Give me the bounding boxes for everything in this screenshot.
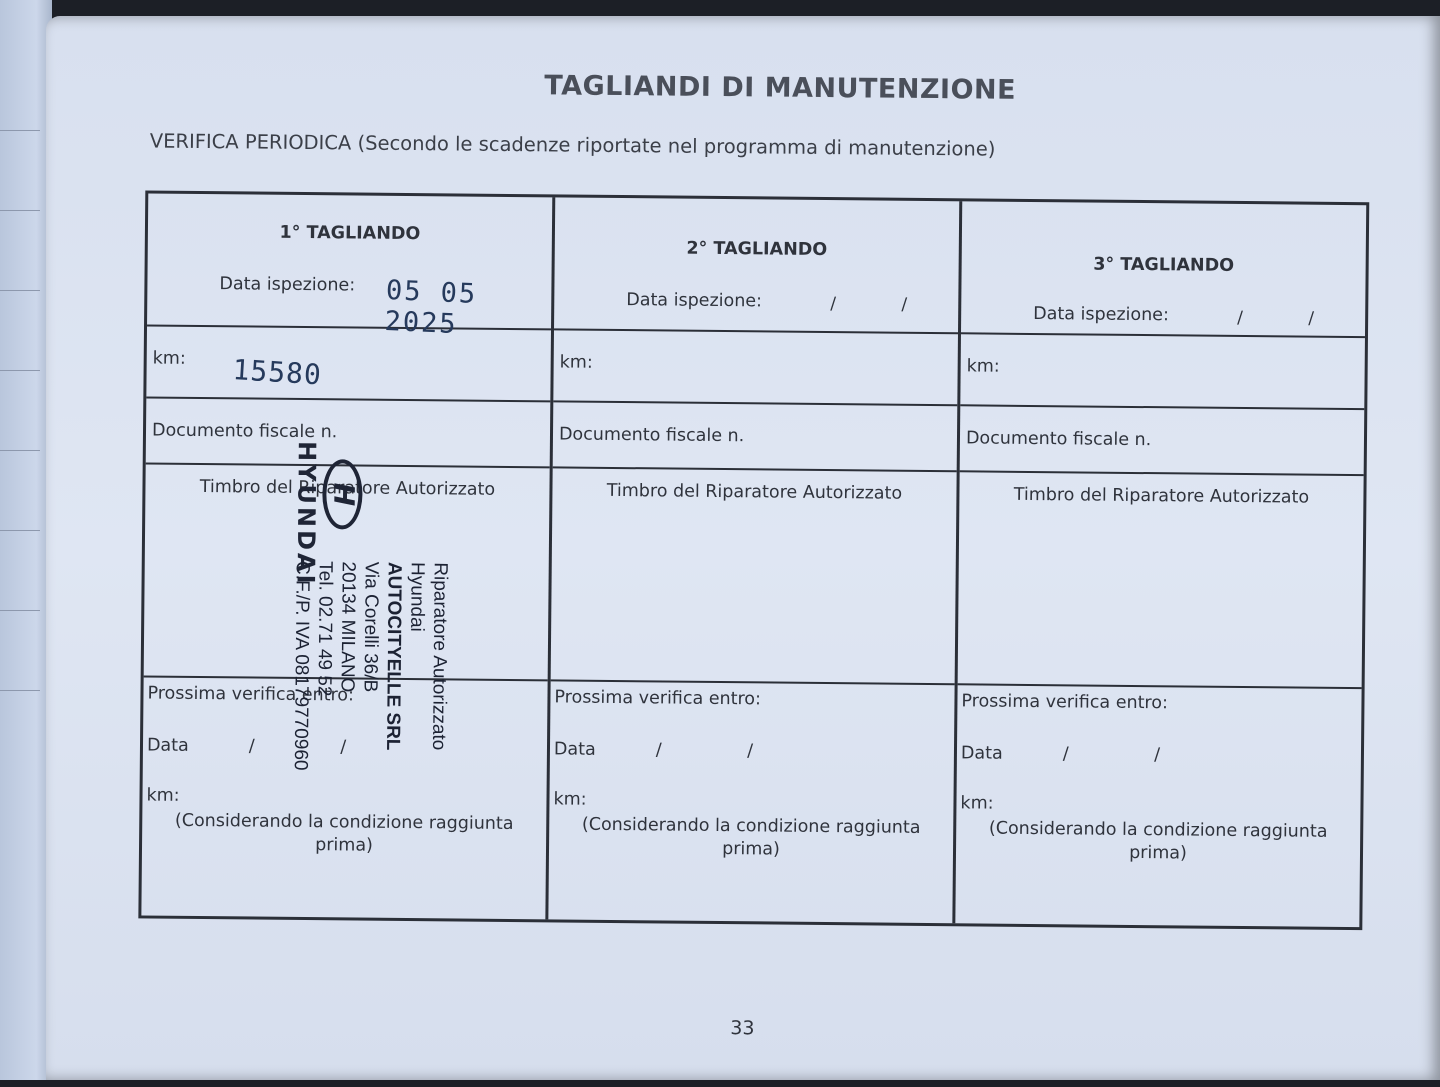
km-cell [553, 330, 958, 406]
date-label: Data [146, 735, 189, 756]
hyundai-logo-icon [322, 459, 363, 529]
stamp-cell [958, 472, 1364, 689]
km-label: km: [559, 352, 593, 373]
fiscal-doc-label: Documento fiscale n. [965, 428, 1152, 451]
next-check-cell [548, 681, 954, 923]
date-slashes: / / [248, 736, 387, 758]
stamp-line: Riparatore Autorizzato Hyundai [406, 561, 451, 751]
service-header [961, 201, 1366, 338]
service-header [147, 193, 552, 341]
page-number: 33 [730, 1017, 755, 1040]
page-subtitle: VERIFICA PERIODICA (Secondo le scadenze riportate nel programma di manutenzione) [149, 129, 996, 161]
km-label: km: [966, 356, 1000, 377]
next-km-label: km: [960, 793, 994, 814]
fiscal-doc-cell [553, 402, 958, 472]
next-km-label: km: [146, 785, 180, 806]
km-cell [960, 334, 1365, 410]
stamp-line: AUTOCITYELLE SRL [381, 561, 405, 751]
service-column-2 [548, 197, 962, 923]
date-slashes: / / [1062, 744, 1201, 766]
fiscal-doc-label: Documento fiscale n. [558, 424, 745, 447]
condition-note: (Considerando la condizione raggiunta prima) [988, 818, 1328, 864]
date-label: Data [960, 743, 1003, 764]
service-header [554, 197, 959, 334]
page-title: TAGLIANDI DI MANUTENZIONE [544, 70, 1017, 106]
next-km-label: km: [553, 789, 587, 810]
next-check-label: Prossima verifica entro: [147, 683, 355, 706]
stamp-line: 20134 MILANO [336, 561, 359, 693]
stamp-label: Timbro del Riparatore Autorizzato [606, 480, 903, 504]
stamp-cell [551, 468, 957, 685]
next-check-cell [955, 685, 1361, 927]
dealer-stamp [247, 440, 451, 822]
date-slashes: / / [830, 294, 938, 316]
date-inspection-label: Data ispezione: [219, 274, 356, 296]
km-cell [146, 326, 551, 402]
handwritten-date: 05 05 2025 [383, 274, 478, 341]
next-date-row [554, 739, 793, 761]
fiscal-doc-label: Documento fiscale n. [151, 420, 338, 443]
date-slashes: / / [655, 740, 794, 762]
stamp-label: Timbro del Riparatore Autorizzato [1013, 484, 1310, 508]
dealer-stamp-rotated [247, 440, 451, 822]
date-label: Data [553, 739, 596, 760]
fiscal-doc-cell [960, 406, 1365, 476]
service-heading: 3° TAGLIANDO [1093, 254, 1235, 276]
condition-note: (Considerando la condizione raggiunta prima) [581, 814, 921, 860]
handwritten-km: 15580 [231, 353, 323, 392]
date-inspection-label: Data ispezione: [1033, 303, 1169, 326]
service-heading: 2° TAGLIANDO [686, 238, 828, 261]
stamp-label: Timbro del Riparatore Autorizzato [199, 477, 496, 500]
service-column-3 [955, 201, 1366, 927]
stamp-line: Via Corelli 36/B [359, 561, 382, 693]
next-check-label: Prossima verifica entro: [554, 687, 762, 710]
date-inspection-label: Data ispezione: [626, 290, 763, 312]
date-slashes: / / [1237, 307, 1345, 329]
service-heading: 1° TAGLIANDO [279, 222, 421, 245]
next-date-row [961, 743, 1200, 765]
stamp-line: Tel. 02.71 49 52 [313, 561, 336, 697]
stamp-brand: HYUNDAI [291, 440, 321, 587]
next-check-label: Prossima verifica entro: [961, 691, 1168, 714]
km-label: km: [152, 348, 186, 369]
condition-note: (Considerando la condizione raggiunta prima) [174, 810, 514, 856]
stamp-text [288, 561, 451, 823]
stamp-line: C.F./P. IVA 08179770960 [289, 560, 313, 771]
